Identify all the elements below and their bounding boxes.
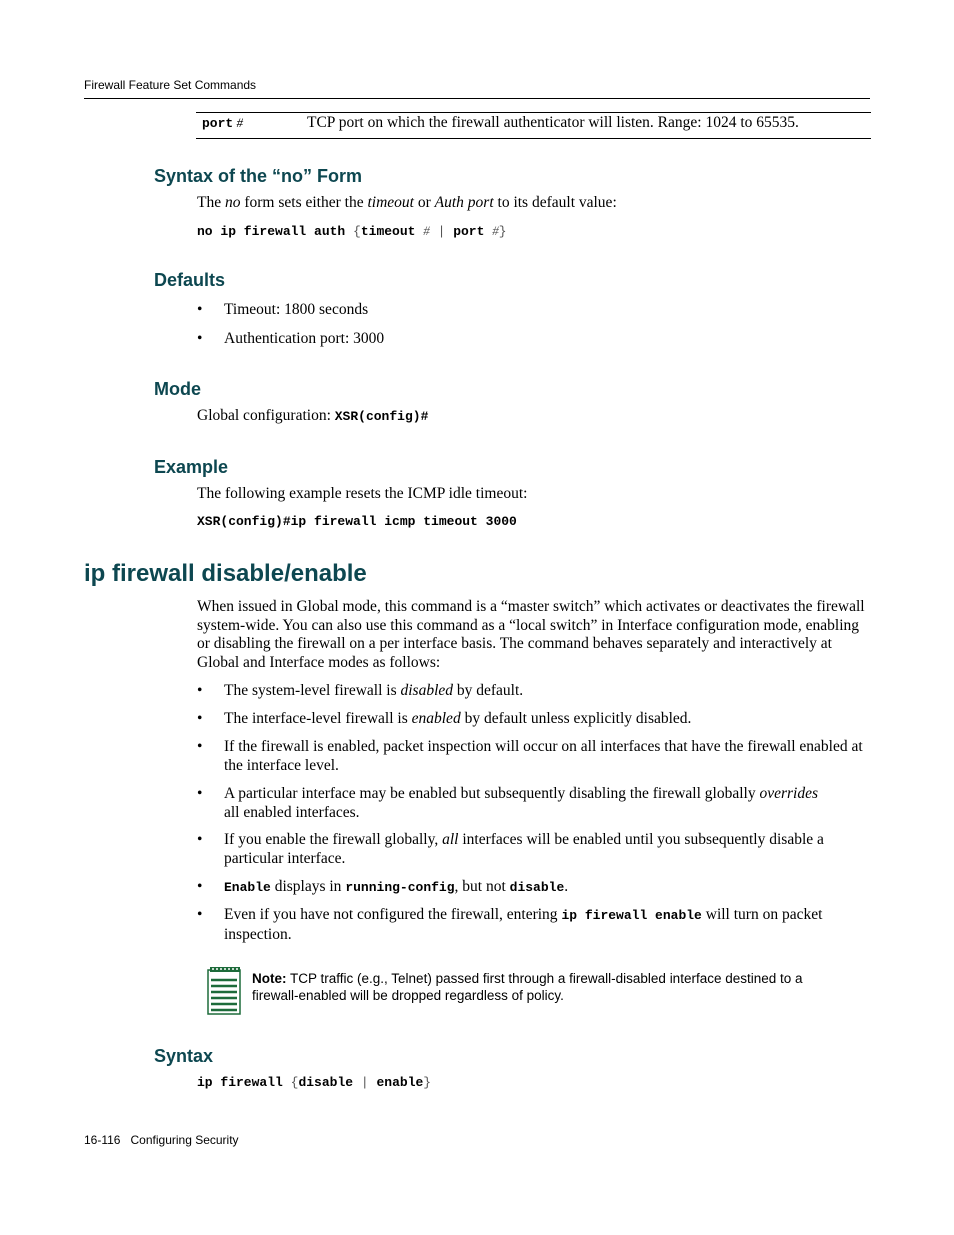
page-number: 16-116 [84, 1133, 121, 1147]
list-item: Timeout: 1800 seconds [224, 301, 369, 318]
running-title: Firewall Feature Set Commands [84, 78, 257, 92]
no-form-description: The no form sets either the timeout or Auth port to its default value: [197, 194, 617, 211]
heading-no-form: Syntax of the “no” Form [154, 166, 363, 186]
list-item: Enable displays in running-config, but not disable. [224, 878, 569, 895]
heading-mode: Mode [154, 379, 201, 399]
bullet: • [197, 878, 203, 895]
example-command: XSR(config)#ip firewall icmp timeout 3000 [197, 514, 517, 529]
note-text: Note: TCP traffic (e.g., Telnet) passed first through a firewall-disabled interface destined to a firewall-enabled will be dropped regardless of policy. [252, 971, 803, 1003]
heading-example: Example [154, 457, 229, 477]
mode-description: Global configuration: XSR(config)# [197, 407, 429, 424]
param-description: TCP port on which the firewall authenticator will listen. Range: 1024 to 65535. [307, 114, 799, 131]
section-intro: When issued in Global mode, this command is a “master switch” which activates or deactivates the firewall system-wide. You can also use this command as a “local switch” in Interface configuration mode, enabling or disabling the firewall on a per interface basis. The command behaves separately and interactively at Global and Interface modes as follows: [197, 598, 865, 671]
table-bottom-rule [196, 138, 871, 139]
heading-syntax: Syntax [154, 1046, 214, 1066]
bullet: • [197, 738, 203, 755]
param-name: port # [202, 115, 243, 131]
bullet: • [197, 785, 203, 802]
mode-prompt: XSR(config)# [334, 409, 429, 424]
bullet: • [197, 682, 203, 699]
chapter-title: Configuring Security [130, 1133, 239, 1147]
header-rule [84, 98, 870, 99]
section-title: ip firewall disable/enable [84, 560, 367, 587]
heading-defaults: Defaults [154, 270, 226, 290]
list-item: Even if you have not configured the firewall, entering ip firewall enable will turn on packet inspection. [224, 906, 823, 943]
bullet: • [197, 710, 203, 727]
footer [84, 1133, 239, 1147]
syntax-command: ip firewall {disable | enable} [197, 1075, 432, 1090]
param-arg: # [236, 115, 243, 130]
bullet: • [197, 906, 203, 923]
list-item: A particular interface may be enabled but subsequently disabling the firewall globally overrides all enabled interfaces. [224, 785, 818, 821]
no-form-command: no ip firewall auth {timeout # | port #} [197, 223, 507, 239]
list-item: The system-level firewall is disabled by default. [224, 682, 524, 699]
table-top-rule [196, 112, 871, 113]
list-item: The interface-level firewall is enabled by default unless explicitly disabled. [224, 710, 692, 727]
notepad-icon [206, 965, 242, 1015]
list-item: If you enable the firewall globally, all interfaces will be enabled until you subsequently disable a particular interface. [224, 831, 824, 867]
note-label: Note: [252, 971, 287, 986]
example-description: The following example resets the ICMP idle timeout: [197, 485, 528, 502]
bullet: • [197, 831, 203, 848]
list-item: If the firewall is enabled, packet inspection will occur on all interfaces that have the firewall enabled at the interface level. [224, 738, 863, 774]
list-item: Authentication port: 3000 [224, 330, 385, 347]
bullet: • [197, 330, 203, 347]
bullet: • [197, 301, 203, 318]
